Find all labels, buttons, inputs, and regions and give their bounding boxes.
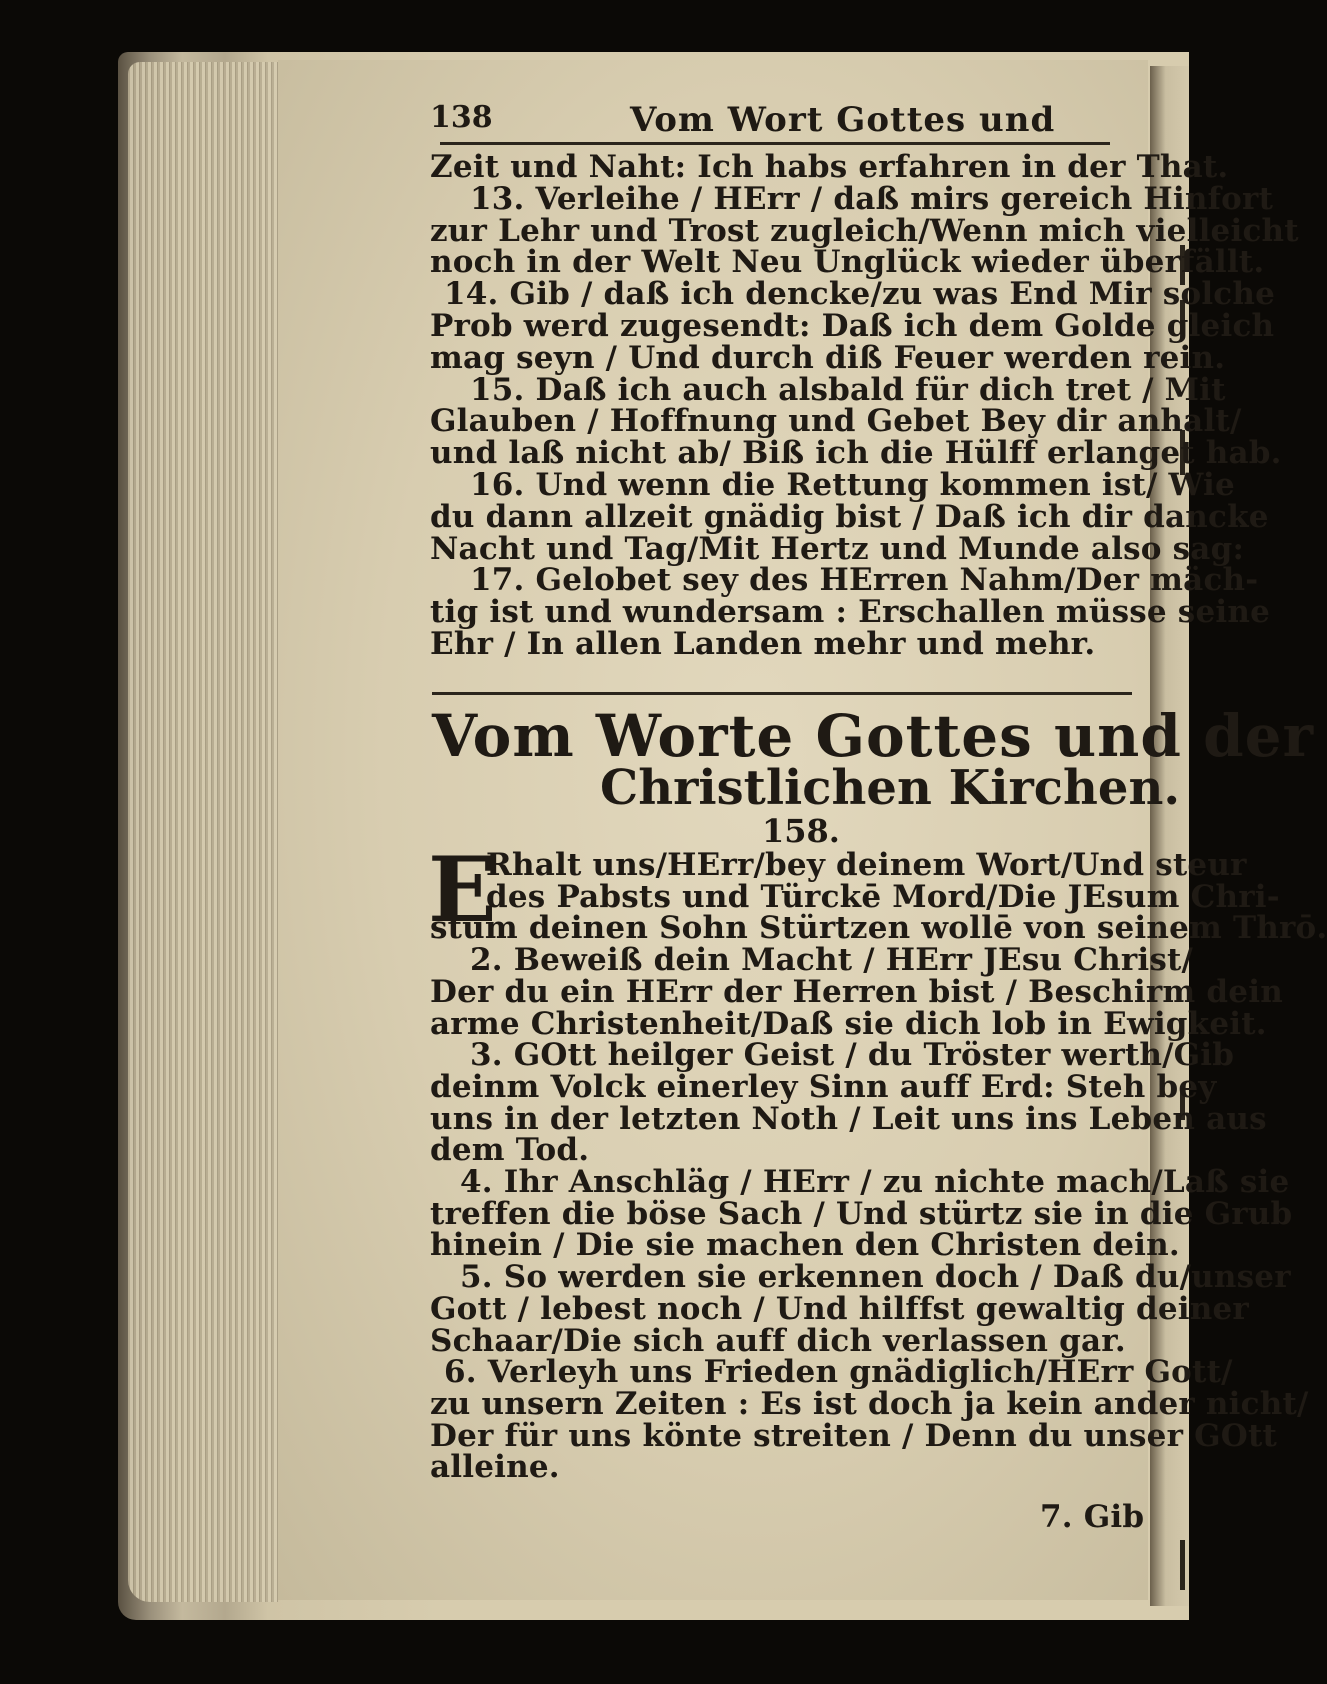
text-line: 4. Ihr Anschläg / HErr / zu nichte mach/Laß sie bbox=[460, 1164, 1290, 1200]
text-line: 13. Verleihe / HErr / daß mirs gereich Hinfort bbox=[470, 180, 1274, 217]
text-line: 14. Gib / daß ich dencke/zu was End Mir solche bbox=[444, 276, 1276, 313]
text-line: alleine. bbox=[430, 1449, 560, 1486]
text-line: treffen die böse Sach / Und stürtz sie in die Grub bbox=[430, 1195, 1293, 1232]
text-line: Glauben / Hoffnung und Gebet Bey dir anhalt/ bbox=[430, 403, 1242, 440]
section-rule bbox=[432, 692, 1132, 695]
text-line: 15. Daß ich auch alsbald für dich tret / Mit bbox=[470, 371, 1226, 408]
text-line: Schaar/Die sich auff dich verlassen gar. bbox=[430, 1322, 1126, 1359]
text-line: Der für uns könte streiten / Denn du unser GOtt bbox=[430, 1417, 1278, 1454]
catchword: 7. Gib bbox=[1040, 1499, 1145, 1535]
text-line: dem Tod. bbox=[430, 1132, 590, 1169]
text-line: 2. Beweiß dein Macht / HErr JEsu Christ/ bbox=[470, 942, 1194, 979]
facing-page-mark bbox=[1180, 1540, 1185, 1590]
text-line: 17. Gelobet sey des HErren Nahm/Der mäch- bbox=[470, 562, 1259, 599]
text-line: und laß nicht ab/ Biß ich die Hülff erlanget hab. bbox=[430, 435, 1282, 472]
running-header bbox=[430, 100, 1110, 140]
section-title: Vom Worte Gottes und der bbox=[432, 702, 1315, 770]
text-line: Rhalt uns/HErr/bey deinem Wort/Und steur bbox=[486, 847, 1247, 883]
text-line: uns in der letzten Noth / Leit uns ins Leben aus bbox=[430, 1100, 1267, 1137]
text-line: hinein / Die sie machen den Christen dein. bbox=[430, 1227, 1180, 1264]
text-line: 6. Verleyh uns Frieden gnädiglich/HErr Gott/ bbox=[444, 1354, 1233, 1391]
section-subtitle: Christlichen Kirchen. bbox=[600, 760, 1181, 816]
text-line: du dann allzeit gnädig bist / Daß ich dir dancke bbox=[430, 498, 1269, 535]
text-line: mag seyn / Und durch diß Feuer werden rein. bbox=[430, 339, 1226, 376]
text-line: 5. So werden sie erkennen doch / Daß du/unser bbox=[460, 1259, 1291, 1296]
text-line: des Pabsts und Türckē Mord/Die JEsum Chri- bbox=[486, 878, 1280, 915]
text-line: stum deinen Sohn Stürtzen wollē von seinem Thrō. bbox=[430, 910, 1327, 947]
text-line: 3. GOtt heilger Geist / du Tröster werth/Gib bbox=[470, 1037, 1235, 1074]
text-line: tig ist und wundersam : Erschallen müsse seine bbox=[430, 594, 1271, 631]
text-line: Zeit und Naht: Ich habs erfahren in der That. bbox=[430, 149, 1229, 185]
text-line: 16. Und wenn die Rettung kommen ist/ Wie bbox=[470, 467, 1235, 503]
page-edges bbox=[128, 62, 278, 1602]
text-line: Ehr / In allen Landen mehr und mehr. bbox=[430, 626, 1096, 662]
text-line: Nacht und Tag/Mit Hertz und Munde also sag: bbox=[430, 530, 1245, 567]
text-line: noch in der Welt Neu Unglück wieder überfällt. bbox=[430, 244, 1265, 281]
hymn-number: 158. bbox=[762, 812, 840, 850]
text-line: zur Lehr und Trost zugleich/Wenn mich vielleicht bbox=[430, 212, 1299, 249]
text-line: zu unsern Zeiten : Es ist doch ja kein ander nicht/ bbox=[430, 1385, 1309, 1422]
running-title: Vom Wort Gottes und bbox=[630, 100, 1056, 140]
text-line: Prob werd zugesendt: Daß ich dem Golde gleich bbox=[430, 308, 1275, 344]
page-number: 138 bbox=[430, 100, 493, 135]
text-line: deinm Volck einerley Sinn auff Erd: Steh bey bbox=[430, 1068, 1217, 1105]
header-rule bbox=[440, 142, 1110, 145]
drop-cap: E bbox=[428, 837, 497, 943]
text-line: Der du ein HErr der Herren bist / Beschirm dein bbox=[430, 973, 1283, 1010]
text-line: arme Christenheit/Daß sie dich lob in Ewigkeit. bbox=[430, 1005, 1267, 1042]
text-line: Gott / lebest noch / Und hilffst gewaltig deiner bbox=[430, 1290, 1249, 1327]
